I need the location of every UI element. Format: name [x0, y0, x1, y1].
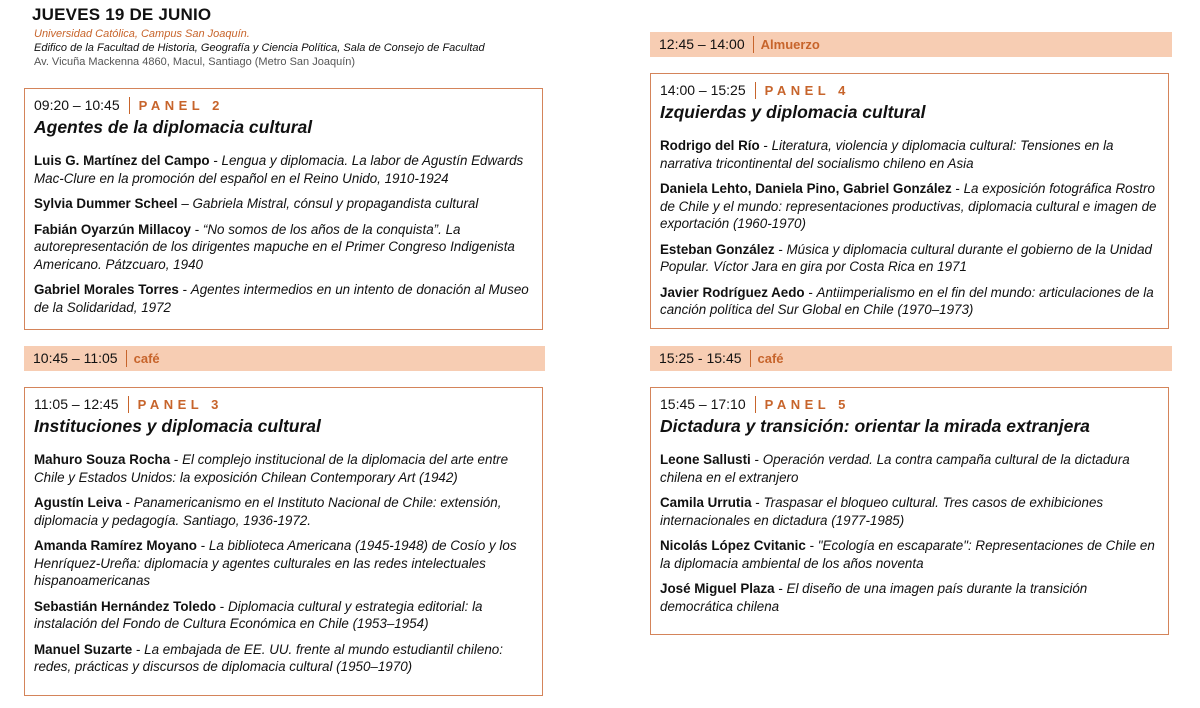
talk-author: José Miguel Plaza — [660, 581, 775, 596]
lunch-label: Almuerzo — [760, 37, 820, 52]
talk-title: Panamericanismo en el Instituto Nacional de Chile: extensión, diplomacia y pedagogía. Santiago, 1936-1972. — [34, 495, 502, 528]
talk-item — [660, 180, 1159, 233]
talk-item — [660, 537, 1159, 572]
talk-separator: - — [196, 538, 209, 553]
talk-separator: - — [209, 153, 222, 168]
talk-item — [34, 281, 533, 316]
talk-title: Gabriela Mistral, cónsul y propagandista cultural — [192, 196, 479, 211]
panel-4-box — [650, 73, 1169, 329]
talk-author: Gabriel Morales Torres — [34, 282, 179, 297]
break-coffee-1 — [24, 346, 545, 371]
talk-item — [34, 195, 533, 213]
talk-title: El diseño de una imagen país durante la transición democrática chilena — [660, 581, 1088, 614]
talk-title: La embajada de EE. UU. frente al mundo estudiantil chileno: redes, prácticas y discursos de diplomacia cultural (1950–1970) — [34, 641, 503, 674]
talk-separator: - — [132, 641, 145, 657]
talk-item — [660, 494, 1159, 529]
talk-separator: - — [170, 452, 183, 467]
panel-5-talks — [651, 437, 1168, 615]
talk-title: Música y diplomacia cultural durante el gobierno de la Unidad Popular. Víctor Jara en gira por Costa Rica en 1971 — [660, 241, 1152, 274]
break-lunch — [650, 32, 1172, 57]
panel-2-box — [24, 88, 543, 330]
talk-item — [660, 241, 1159, 276]
panel-2-time: 09:20 – 10:45 — [34, 97, 130, 114]
talk-title: Operación verdad. La contra campaña cultural de la dictadura chilena en el extranjero — [660, 452, 1130, 485]
talk-title: Agentes intermedios en un intento de donación al Museo de la Solidaridad, 1972 — [34, 282, 529, 315]
talk-separator: - — [805, 538, 818, 553]
talk-author: Nicolás López Cvitanic — [660, 538, 806, 553]
talk-author: Manuel Suzarte — [34, 641, 133, 657]
talk-separator: - — [191, 221, 203, 237]
talk-author: Luis G. Martínez del Campo — [34, 153, 210, 168]
talk-item — [660, 580, 1159, 615]
panel-5-title: Dictadura y transición: orientar la mirada extranjera — [660, 416, 1090, 436]
talk-separator: - — [750, 452, 763, 467]
talk-item — [34, 451, 533, 486]
talk-item — [660, 451, 1159, 486]
talk-item — [34, 598, 533, 633]
panel-3-talks — [25, 437, 542, 676]
talk-separator: - — [178, 282, 191, 297]
break-2-time: 15:25 - 15:45 — [650, 350, 751, 367]
panel-3-label: PANEL 3 — [137, 397, 223, 412]
talk-separator: - — [774, 241, 787, 257]
talk-separator: - — [216, 598, 228, 614]
break-1-time: 10:45 – 11:05 — [24, 350, 127, 367]
talk-title: "Ecología en escaparate": Representaciones de Chile en la diplomacia ambiental de los años noventa — [660, 538, 1155, 571]
talk-item — [660, 137, 1159, 172]
talk-separator: - — [121, 495, 134, 510]
panel-4-title: Izquierdas y diplomacia cultural — [660, 102, 926, 122]
talk-author: Daniela Lehto, Daniela Pino, Gabriel González — [660, 181, 952, 196]
panel-5-time: 15:45 – 17:10 — [660, 396, 756, 413]
venue-address: Av. Vicuña Mackenna 4860, Macul, Santiago (Metro San Joaquín) — [34, 56, 356, 68]
day-title: JUEVES 19 DE JUNIO — [32, 5, 212, 24]
talk-item — [34, 537, 533, 590]
talk-item — [34, 152, 533, 187]
talk-title: La biblioteca Americana (1945-1948) de Cosío y los Henríquez-Ureña: diplomacia y agentes culturales en las redes intelectuales hispanoamericanas — [34, 538, 517, 588]
talk-author: Agustín Leiva — [34, 495, 122, 510]
break-coffee-2 — [650, 346, 1172, 371]
talk-title: Diplomacia cultural y estrategia editorial: la instalación del Fondo de Cultura Económica en Chile (1953–1954) — [34, 598, 483, 631]
talk-author: Camila Urrutia — [660, 495, 752, 510]
talk-separator: - — [804, 284, 817, 300]
talk-author: Fabián Oyarzún Millacoy — [34, 221, 192, 237]
talk-title: “No somos de los años de la conquista”. La autorepresentación de los dirigentes mapuche en el Primer Congreso Indigenista Americano. Pátzcuaro, 1940 — [34, 221, 515, 272]
talk-title: Traspasar el bloqueo cultural. Tres casos de exhibiciones internacionales en dictadura (1977-1985) — [660, 495, 1104, 528]
talk-author: Mahuro Souza Rocha — [34, 452, 171, 467]
talk-author: Sylvia Dummer Scheel — [34, 196, 178, 211]
panel-3-box — [24, 387, 543, 696]
talk-author: Javier Rodríguez Aedo — [660, 284, 805, 300]
talk-separator: - — [774, 581, 787, 596]
panel-5-label: PANEL 5 — [764, 397, 850, 412]
talk-author: Amanda Ramírez Moyano — [34, 538, 197, 553]
panel-2-label: PANEL 2 — [138, 98, 224, 113]
panel-3-title: Instituciones y diplomacia cultural — [34, 416, 321, 436]
break-2-label: café — [757, 351, 784, 366]
talk-author: Sebastián Hernández Toledo — [34, 598, 217, 614]
panel-4-talks — [651, 123, 1168, 319]
talk-author: Rodrigo del Río — [660, 138, 760, 153]
talk-item — [34, 494, 533, 529]
venue-university: Universidad Católica, Campus San Joaquín. — [34, 28, 250, 40]
panel-3-time: 11:05 – 12:45 — [34, 396, 129, 413]
talk-separator: - — [759, 138, 772, 153]
talk-item — [34, 641, 533, 676]
panel-4-label: PANEL 4 — [764, 83, 850, 98]
talk-author: Esteban González — [660, 241, 775, 257]
panel-2-title: Agentes de la diplomacia cultural — [34, 117, 313, 137]
talk-title: Antiimperialismo en el fin del mundo: articulaciones de la canción política del Sur Global en Chile (1970–1973) — [660, 284, 1154, 317]
talk-title: La exposición fotográfica Rostro de Chile y el mundo: representaciones productivas, diplomacia cultural e imagen de exportación (1960-1970) — [660, 181, 1157, 231]
talk-item — [34, 221, 533, 274]
talk-title: Lengua y diplomacia. La labor de Agustín Edwards Mac-Clure en la promoción del español en el Reino Unido, 1910-1924 — [34, 153, 524, 186]
talk-separator: – — [177, 196, 193, 211]
break-1-label: café — [133, 351, 160, 366]
panel-5-box — [650, 387, 1169, 635]
panel-4-time: 14:00 – 15:25 — [660, 82, 756, 99]
talk-title: El complejo institucional de la diplomacia del arte entre Chile y Estados Unidos: la exposición Chilean Contemporary Art (1942) — [34, 452, 509, 485]
talk-item — [660, 284, 1159, 319]
talk-separator: - — [951, 181, 964, 196]
panel-2-talks — [25, 138, 542, 316]
talk-author: Leone Sallusti — [660, 452, 751, 467]
venue-building: Edifico de la Facultad de Historia, Geografía y Ciencia Política, Sala de Consejo de Facultad — [34, 42, 485, 54]
venue-block — [34, 27, 485, 69]
talk-title: Literatura, violencia y diplomacia cultural: Tensiones en la narrativa tricontinental del socialismo chileno en Asia — [660, 138, 1114, 171]
talk-separator: - — [751, 495, 764, 510]
lunch-time: 12:45 – 14:00 — [650, 36, 754, 53]
